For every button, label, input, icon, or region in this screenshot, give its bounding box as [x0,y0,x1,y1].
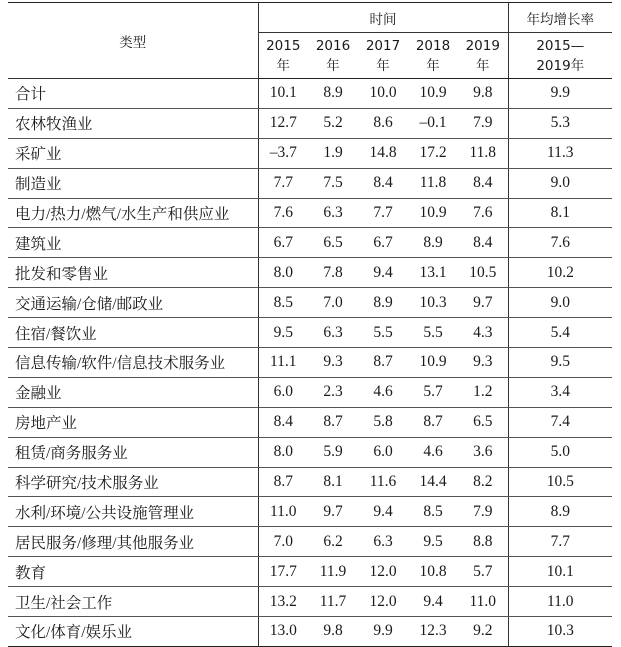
value-cell-2019: 7.6 [458,198,508,228]
table-row [8,168,612,198]
category-cell: 租赁/商务服务业 [8,437,258,467]
value-cell-2018: 9.5 [408,527,458,557]
year-header-1 [308,33,358,79]
value-cell-2017: 12.0 [358,587,408,617]
header-row-top [8,3,612,33]
value-cell-2015: 13.2 [258,587,308,617]
year-unit: 年 [476,57,490,74]
table-row [8,617,612,647]
value-cell-2017: 8.4 [358,168,408,198]
value-cell-2018: 10.9 [408,79,458,109]
category-cell: 金融业 [8,377,258,407]
avg-range-bottom: 2019年 [536,57,585,74]
value-cell-2017: 14.8 [358,138,408,168]
avg-growth-cell: 10.1 [508,557,612,587]
value-cell-2018: 8.7 [408,407,458,437]
value-cell-2019: 1.2 [458,377,508,407]
value-cell-2015: 7.7 [258,168,308,198]
category-cell: 卫生/社会工作 [8,587,258,617]
value-cell-2017: 9.9 [373,622,393,640]
table-row [8,467,612,497]
category-cell: 合计 [8,79,258,109]
table-row [8,79,612,109]
value-cell-2015: 11.1 [258,348,308,378]
value-cell-2018: 12.3 [419,622,447,640]
value-cell-2019: 9.3 [458,348,508,378]
avg-growth-cell: 9.9 [508,79,612,109]
table-row [8,348,612,378]
value-cell-2015: 8.4 [258,407,308,437]
value-cell-2018: 8.9 [408,228,458,258]
value-cell-2016: 11.7 [308,587,358,617]
table-body [8,79,612,647]
avg-growth-header: 年均增长率 [508,3,612,33]
type-header: 类型 [8,3,258,79]
category-cell: 住宿/餐饮业 [8,318,258,348]
value-cell-2015: 10.1 [258,79,308,109]
value-cell-2019: 8.4 [458,228,508,258]
value-cell-2016: 9.7 [308,497,358,527]
value-cell-2017: 10.0 [358,79,408,109]
year-value: 2019 [465,37,500,54]
value-cell-2018: 17.2 [408,138,458,168]
value-cell-2015: –3.7 [258,138,308,168]
value-cell-2016: 2.3 [308,377,358,407]
category-cell: 科学研究/技术服务业 [8,467,258,497]
value-cell-2017: 9.4 [358,497,408,527]
avg-growth-cell: 11.0 [508,587,612,617]
value-cell-2018: 5.5 [408,318,458,348]
value-cell-2016: 6.5 [308,228,358,258]
avg-growth-cell: 8.9 [508,497,612,527]
table-row [8,138,612,168]
value-cell-2018: 10.9 [408,348,458,378]
value-cell-2017: 8.9 [358,288,408,318]
avg-growth-cell: 9.0 [508,288,612,318]
value-cell-2019: 5.7 [458,557,508,587]
value-cell-2016: 9.8 [323,622,343,640]
avg-growth-cell: 7.7 [508,527,612,557]
value-cell-2018: 9.4 [408,587,458,617]
year-header-3 [408,33,458,79]
value-cell-2018: 10.8 [408,557,458,587]
value-cell-2017: 11.6 [358,467,408,497]
avg-growth-cell: 3.4 [508,377,612,407]
value-cell-2016: 5.2 [308,108,358,138]
value-cell-2019: 8.4 [458,168,508,198]
table-row [8,228,612,258]
avg-growth-cell: 11.3 [508,138,612,168]
value-cell-2017: 6.7 [358,228,408,258]
value-cell-2019: 7.9 [458,108,508,138]
value-cell-2015: 6.0 [258,377,308,407]
year-unit: 年 [376,57,390,74]
avg-growth-cell: 10.3 [508,617,612,647]
value-cell-2018: 13.1 [408,258,458,288]
avg-growth-cell: 9.0 [508,168,612,198]
table-row [8,258,612,288]
value-cell-2018: 10.9 [408,198,458,228]
year-value: 2015 [266,37,301,54]
value-cell-2017: 5.5 [358,318,408,348]
avg-range-top: 2015— [536,37,585,54]
avg-growth-cell: 5.0 [508,437,612,467]
category-cell: 农林牧渔业 [8,108,258,138]
value-cell-2018: –0.1 [408,108,458,138]
year-unit: 年 [276,57,290,74]
avg-range-header [508,33,612,79]
value-cell-2015: 12.7 [258,108,308,138]
value-cell-2017: 4.6 [358,377,408,407]
value-cell-2015: 8.0 [258,258,308,288]
value-cell-2015: 17.7 [258,557,308,587]
year-value: 2018 [415,37,451,54]
value-cell-2019: 11.0 [458,587,508,617]
value-cell-2018: 5.7 [408,377,458,407]
value-cell-2016: 6.2 [308,527,358,557]
table-row [8,318,612,348]
value-cell-2019: 10.5 [458,258,508,288]
avg-growth-cell: 7.6 [508,228,612,258]
value-cell-2019: 11.8 [458,138,508,168]
value-cell-2016: 8.9 [308,79,358,109]
year-header-4 [458,33,508,79]
category-cell: 采矿业 [8,138,258,168]
category-cell: 建筑业 [8,228,258,258]
avg-growth-cell: 5.3 [508,108,612,138]
category-cell: 电力/热力/燃气/水生产和供应业 [8,198,258,228]
avg-growth-cell: 9.5 [508,348,612,378]
value-cell-2019: 7.9 [458,497,508,527]
table-row [8,527,612,557]
value-cell-2016: 1.9 [308,138,358,168]
table-row [8,407,612,437]
year-unit: 年 [326,57,340,74]
value-cell-2015: 11.0 [258,497,308,527]
category-cell: 信息传输/软件/信息技术服务业 [8,348,258,378]
value-cell-2017: 8.6 [358,108,408,138]
value-cell-2018: 14.4 [408,467,458,497]
avg-growth-cell: 10.2 [508,258,612,288]
value-cell-2018: 11.8 [408,168,458,198]
value-cell-2019: 6.5 [458,407,508,437]
year-header-0 [258,33,308,79]
value-cell-2016: 8.7 [308,407,358,437]
category-cell: 教育 [8,557,258,587]
value-cell-2018: 4.6 [408,437,458,467]
table-row [8,198,612,228]
table-header [8,3,612,79]
value-cell-2017: 7.7 [358,198,408,228]
value-cell-2019: 3.6 [458,437,508,467]
value-cell-2016: 7.5 [308,168,358,198]
value-cell-2015: 8.0 [258,437,308,467]
value-cell-2016: 6.3 [308,318,358,348]
value-cell-2016: 9.3 [308,348,358,378]
table-row [8,587,612,617]
value-cell-2015: 7.0 [258,527,308,557]
value-cell-2015: 7.6 [258,198,308,228]
value-cell-2015: 13.0 [269,622,297,640]
table-row [8,108,612,138]
value-cell-2015: 6.7 [258,228,308,258]
value-cell-2016: 6.3 [308,198,358,228]
table-row [8,497,612,527]
value-cell-2015: 8.7 [258,467,308,497]
value-cell-2016: 7.0 [308,288,358,318]
table-row [8,377,612,407]
table-row [8,437,612,467]
avg-growth-cell: 10.5 [508,467,612,497]
category-cell: 交通运输/仓储/邮政业 [8,288,258,318]
value-cell-2018: 10.3 [408,288,458,318]
value-cell-2019: 9.2 [473,622,493,640]
category-cell: 文化/体育/娱乐业 [8,617,258,647]
value-cell-2016: 11.9 [308,557,358,587]
value-cell-2017: 5.8 [358,407,408,437]
category-cell: 批发和零售业 [8,258,258,288]
value-cell-2016: 7.8 [308,258,358,288]
value-cell-2016: 5.9 [308,437,358,467]
value-cell-2019: 4.3 [458,318,508,348]
year-value: 2017 [365,37,401,54]
value-cell-2017: 6.3 [358,527,408,557]
category-cell: 居民服务/修理/其他服务业 [8,527,258,557]
year-header-2 [358,33,408,79]
table-row [8,557,612,587]
value-cell-2015: 8.5 [258,288,308,318]
category-cell: 水利/环境/公共设施管理业 [8,497,258,527]
value-cell-2017: 6.0 [358,437,408,467]
value-cell-2018: 8.5 [408,497,458,527]
value-cell-2017: 9.4 [358,258,408,288]
value-cell-2019: 8.8 [458,527,508,557]
avg-growth-cell: 7.4 [508,407,612,437]
year-unit: 年 [426,57,440,74]
category-cell: 制造业 [8,168,258,198]
value-cell-2015: 9.5 [258,318,308,348]
value-cell-2019: 9.7 [458,288,508,318]
value-cell-2019: 9.8 [458,79,508,109]
year-value: 2016 [315,37,351,54]
avg-growth-cell: 8.1 [508,198,612,228]
avg-growth-cell: 5.4 [508,318,612,348]
value-cell-2017: 8.7 [358,348,408,378]
value-cell-2017: 12.0 [358,557,408,587]
value-cell-2016: 8.1 [308,467,358,497]
value-cell-2019: 8.2 [458,467,508,497]
data-table [8,2,612,647]
table-row [8,288,612,318]
time-header: 时间 [258,3,508,33]
category-cell: 房地产业 [8,407,258,437]
